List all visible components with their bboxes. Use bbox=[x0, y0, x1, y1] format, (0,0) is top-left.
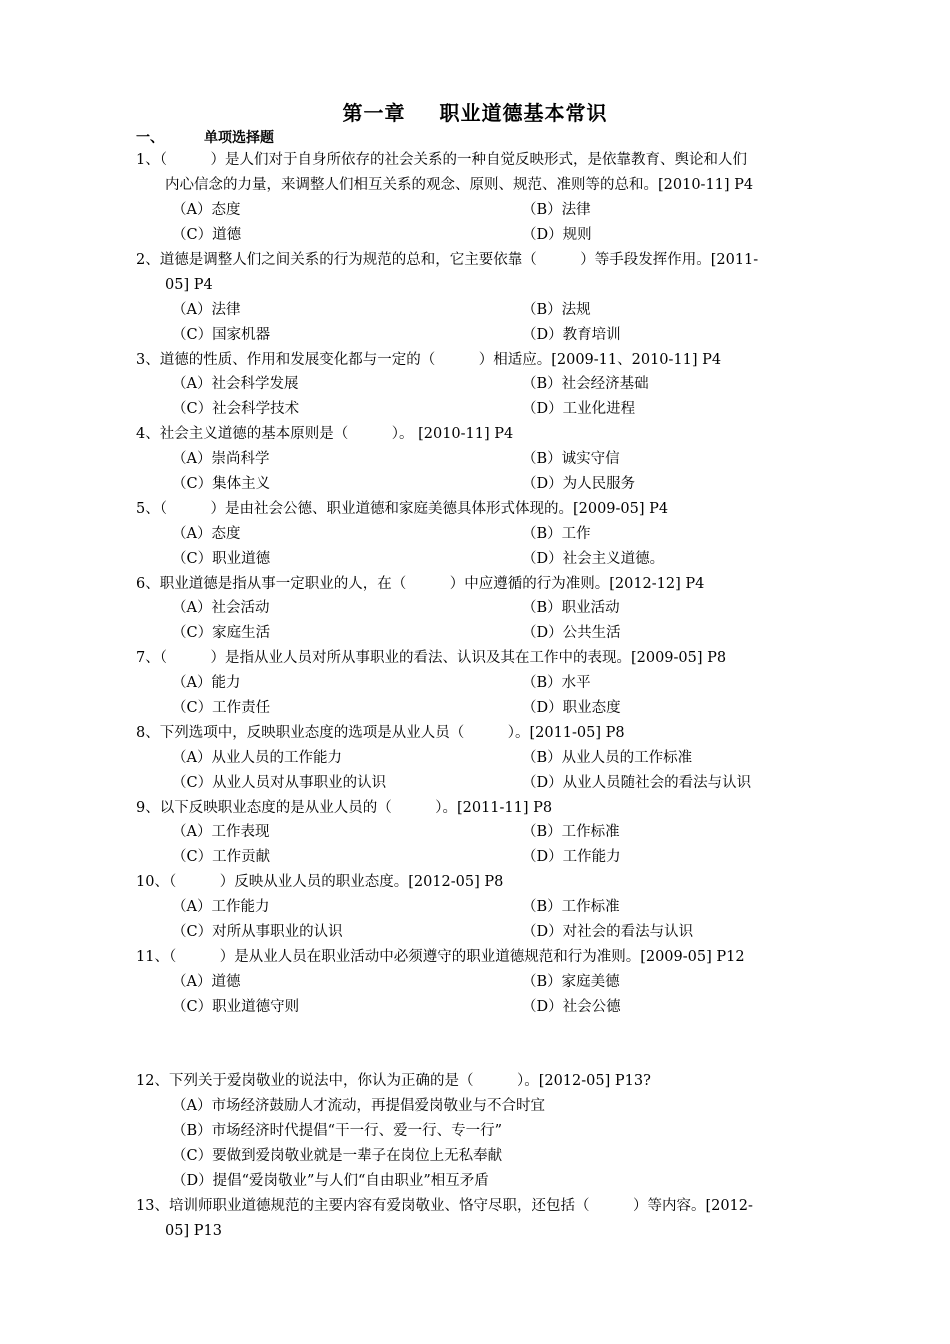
option-a: （A）崇尚科学 bbox=[172, 451, 270, 467]
option-a: （A）社会活动 bbox=[172, 600, 270, 616]
option-a: （A）能力 bbox=[172, 675, 241, 691]
option-a: （A）工作能力 bbox=[172, 899, 270, 915]
question-text: 6、职业道德是指从事一定职业的人，在（ ）中应遵循的行为准则。[2012-12] P4 bbox=[136, 576, 705, 592]
option-b: （B）法律 bbox=[522, 202, 591, 218]
question-text: 1、（ ）是人们对于自身所依存的社会关系的一种自觉反映形式，是依靠教育、舆论和人们 bbox=[136, 152, 747, 168]
option-c: （C）工作责任 bbox=[172, 700, 271, 716]
question-text-continued: 05] P4 bbox=[165, 277, 213, 293]
option-d: （D）职业态度 bbox=[522, 700, 621, 716]
question-text: 2、道德是调整人们之间关系的行为规范的总和，它主要依靠（ ）等手段发挥作用。[2011- bbox=[136, 252, 759, 268]
option-c: （C）从业人员对从事职业的认识 bbox=[172, 775, 387, 791]
question-text: 8、下列选项中，反映职业态度的选项是从业人员（ ）。[2011-05] P8 bbox=[136, 725, 625, 741]
section-title: 单项选择题 bbox=[204, 130, 274, 146]
option-b: （B）职业活动 bbox=[522, 600, 620, 616]
option-d: （D）为人民服务 bbox=[522, 476, 636, 492]
option-d: （D）工业化进程 bbox=[522, 401, 636, 417]
option-b: （B）诚实守信 bbox=[522, 451, 620, 467]
option-d: （D）工作能力 bbox=[522, 849, 621, 865]
option-b: （B）工作标准 bbox=[522, 824, 620, 840]
question-text: 13、培训师职业道德规范的主要内容有爱岗敬业、恪守尽职，还包括（ ）等内容。[2012- bbox=[136, 1198, 753, 1214]
option-c: （C）家庭生活 bbox=[172, 625, 271, 641]
option-d: （D）从业人员随社会的看法与认识 bbox=[522, 775, 752, 791]
option-c: （C）道德 bbox=[172, 227, 242, 243]
option-a: （A）市场经济鼓励人才流动，再提倡爱岗敬业与不合时宜 bbox=[172, 1098, 545, 1114]
chapter-name: 职业道德基本常识 bbox=[439, 101, 608, 125]
option-b: （B）工作 bbox=[522, 526, 591, 542]
option-d: （D）规则 bbox=[522, 227, 592, 243]
option-a: （A）法律 bbox=[172, 302, 241, 318]
option-d: （D）公共生活 bbox=[522, 625, 621, 641]
option-d: （D）社会主义道德。 bbox=[522, 551, 665, 567]
option-d: （D）社会公德 bbox=[522, 999, 621, 1015]
question-text: 3、道德的性质、作用和发展变化都与一定的（ ）相适应。[2009-11、2010-11] P4 bbox=[136, 352, 722, 368]
option-c: （C）集体主义 bbox=[172, 476, 271, 492]
option-a: （A）从业人员的工作能力 bbox=[172, 750, 342, 766]
option-b: （B）工作标准 bbox=[522, 899, 620, 915]
chapter-title bbox=[0, 100, 950, 126]
question-text: 7、（ ）是指从业人员对所从事职业的看法、认识及其在工作中的表现。[2009-05] P8 bbox=[136, 650, 727, 666]
option-b: （B）水平 bbox=[522, 675, 591, 691]
question-text: 12、下列关于爱岗敬业的说法中，你认为正确的是（ ）。[2012-05] P13? bbox=[136, 1073, 651, 1089]
option-c: （C）工作贡献 bbox=[172, 849, 271, 865]
question-text: 10、（ ）反映从业人员的职业态度。[2012-05] P8 bbox=[136, 874, 504, 890]
option-a: （A）工作表现 bbox=[172, 824, 270, 840]
option-d: （D）教育培训 bbox=[522, 327, 621, 343]
option-c: （C）社会科学技术 bbox=[172, 401, 300, 417]
question-text-continued: 05] P13 bbox=[165, 1223, 222, 1239]
option-b: （B）家庭美德 bbox=[522, 974, 620, 990]
option-b: （B）从业人员的工作标准 bbox=[522, 750, 693, 766]
section-heading bbox=[136, 128, 274, 148]
option-a: （A）道德 bbox=[172, 974, 241, 990]
question-text: 4、社会主义道德的基本原则是（ ）。 [2010-11] P4 bbox=[136, 426, 514, 442]
chapter-label: 第一章 bbox=[342, 101, 406, 125]
option-d: （D）提倡“爱岗敬业”与人们“自由职业”相互矛盾 bbox=[172, 1173, 489, 1189]
option-b: （B）市场经济时代提倡“干一行、爱一行、专一行” bbox=[172, 1123, 502, 1139]
option-a: （A）社会科学发展 bbox=[172, 376, 299, 392]
option-c: （C）职业道德守则 bbox=[172, 999, 300, 1015]
option-a: （A）态度 bbox=[172, 202, 241, 218]
question-text-continued: 内心信念的力量，来调整人们相互关系的观念、原则、规范、准则等的总和。[2010-11] P4 bbox=[165, 177, 754, 193]
option-c: （C）国家机器 bbox=[172, 327, 271, 343]
option-c: （C）对所从事职业的认识 bbox=[172, 924, 343, 940]
option-c: （C）要做到爱岗敬业就是一辈子在岗位上无私奉献 bbox=[172, 1148, 503, 1164]
option-b: （B）社会经济基础 bbox=[522, 376, 649, 392]
option-b: （B）法规 bbox=[522, 302, 591, 318]
question-text: 11、（ ）是从业人员在职业活动中必须遵守的职业道德规范和行为准则。[2009-05] P12 bbox=[136, 949, 745, 965]
question-text: 9、以下反映职业态度的是从业人员的（ ）。[2011-11] P8 bbox=[136, 800, 553, 816]
option-c: （C）职业道德 bbox=[172, 551, 271, 567]
option-a: （A）态度 bbox=[172, 526, 241, 542]
section-number: 一、 bbox=[136, 130, 164, 146]
question-text: 5、（ ）是由社会公德、职业道德和家庭美德具体形式体现的。[2009-05] P4 bbox=[136, 501, 669, 517]
option-d: （D）对社会的看法与认识 bbox=[522, 924, 694, 940]
